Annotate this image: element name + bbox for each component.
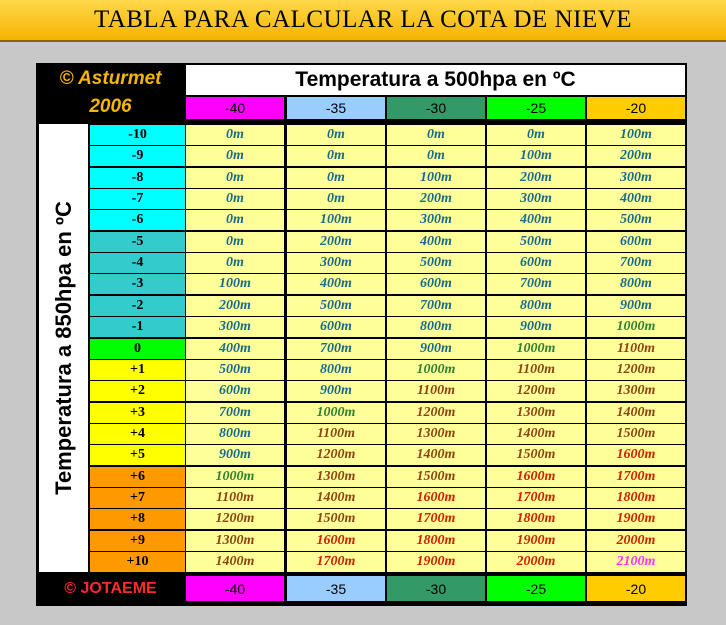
table-cell: 800m bbox=[487, 296, 585, 316]
table-cell: 300m bbox=[587, 168, 685, 188]
row-header-6: -4 bbox=[90, 253, 185, 273]
table-cell: 500m bbox=[186, 360, 284, 380]
table-cell: 900m bbox=[387, 339, 485, 359]
table-cell: 0m bbox=[287, 189, 385, 209]
row-header-10: 0 bbox=[90, 339, 185, 359]
table-cell: 1600m bbox=[487, 467, 585, 487]
table-cell: 0m bbox=[287, 125, 385, 145]
column-foot-2: -30 bbox=[387, 576, 485, 601]
table-cell: 0m bbox=[186, 168, 284, 188]
table-cell: 1300m bbox=[487, 403, 585, 423]
table-cell: 500m bbox=[387, 253, 485, 273]
row-axis-title bbox=[39, 124, 88, 572]
table-cell: 1800m bbox=[487, 509, 585, 529]
table-cell: 1100m bbox=[587, 339, 685, 359]
table-cell: 800m bbox=[287, 360, 385, 380]
table-cell: 1300m bbox=[287, 467, 385, 487]
table-cell: 1200m bbox=[387, 403, 485, 423]
row-header-13: +3 bbox=[90, 403, 185, 423]
table-cell: 400m bbox=[387, 232, 485, 252]
table-cell: 500m bbox=[487, 232, 585, 252]
table-cell: 200m bbox=[387, 189, 485, 209]
column-head-3: -25 bbox=[487, 97, 585, 119]
table-cell: 0m bbox=[287, 168, 385, 188]
table-cell: 1100m bbox=[186, 488, 284, 508]
table-cell: 400m bbox=[287, 274, 385, 294]
table-cell: 1000m bbox=[186, 467, 284, 487]
table-cell: 800m bbox=[387, 317, 485, 337]
table-cell: 400m bbox=[186, 339, 284, 359]
column-foot-0: -40 bbox=[186, 576, 284, 601]
table-cell: 700m bbox=[487, 274, 585, 294]
table-cell: 500m bbox=[287, 296, 385, 316]
table-cell: 1500m bbox=[587, 424, 685, 444]
corner-credit-line1: © Asturmet bbox=[59, 68, 162, 89]
table-cell: 100m bbox=[186, 274, 284, 294]
table-cell: 100m bbox=[487, 146, 585, 166]
table-cell: 1600m bbox=[287, 531, 385, 551]
table-cell: 0m bbox=[387, 125, 485, 145]
table-cell: 900m bbox=[186, 445, 284, 465]
row-header-16: +6 bbox=[90, 467, 185, 487]
table-cell: 800m bbox=[587, 274, 685, 294]
table-cell: 600m bbox=[287, 317, 385, 337]
snow-level-table bbox=[36, 63, 687, 606]
table-cell: 1200m bbox=[487, 381, 585, 401]
table-cell: 1300m bbox=[387, 424, 485, 444]
table-cell: 1100m bbox=[487, 360, 585, 380]
table-cell: 1400m bbox=[487, 424, 585, 444]
table-cell: 600m bbox=[587, 232, 685, 252]
column-head-2: -30 bbox=[387, 97, 485, 119]
table-cell: 1000m bbox=[387, 360, 485, 380]
table-cell: 1800m bbox=[587, 488, 685, 508]
table-cell: 500m bbox=[587, 210, 685, 230]
table-cell: 800m bbox=[186, 424, 284, 444]
table-cell: 1600m bbox=[387, 488, 485, 508]
column-head-0: -40 bbox=[186, 97, 284, 119]
table-cell: 700m bbox=[287, 339, 385, 359]
row-header-9: -1 bbox=[90, 317, 185, 337]
row-header-14: +4 bbox=[90, 424, 185, 444]
table-cell: 1100m bbox=[387, 381, 485, 401]
table-cell: 300m bbox=[186, 317, 284, 337]
corner-credit-line2: 2006 bbox=[89, 96, 132, 117]
column-foot-4: -20 bbox=[587, 576, 685, 601]
table-cell: 1400m bbox=[287, 488, 385, 508]
table-cell: 100m bbox=[587, 125, 685, 145]
column-head-4: -20 bbox=[587, 97, 685, 119]
row-header-0: -10 bbox=[90, 125, 185, 145]
table-cell: 0m bbox=[387, 146, 485, 166]
table-cell: 1400m bbox=[387, 445, 485, 465]
table-cell: 900m bbox=[487, 317, 585, 337]
row-axis-title-text: Temperatura a 850hpa en ºC bbox=[50, 201, 76, 495]
table-cell: 200m bbox=[287, 232, 385, 252]
table-cell: 1900m bbox=[587, 509, 685, 529]
table-cell: 1000m bbox=[587, 317, 685, 337]
row-header-15: +5 bbox=[90, 445, 185, 465]
row-header-8: -2 bbox=[90, 296, 185, 316]
table-cell: 300m bbox=[287, 253, 385, 273]
row-header-4: -6 bbox=[90, 210, 185, 230]
table-cell: 1900m bbox=[487, 531, 585, 551]
table-cell: 700m bbox=[387, 296, 485, 316]
table-cell: 1400m bbox=[587, 403, 685, 423]
table-cell: 200m bbox=[186, 296, 284, 316]
row-header-3: -7 bbox=[90, 189, 185, 209]
table-cell: 1800m bbox=[387, 531, 485, 551]
table-cell: 1200m bbox=[186, 509, 284, 529]
table-cell: 200m bbox=[587, 146, 685, 166]
column-foot-3: -25 bbox=[487, 576, 585, 601]
table-cell: 0m bbox=[186, 253, 284, 273]
table-cell: 1600m bbox=[587, 445, 685, 465]
table-cell: 1100m bbox=[287, 424, 385, 444]
column-head-1: -35 bbox=[287, 97, 385, 119]
row-header-20: +10 bbox=[90, 552, 185, 572]
table-cell: 1500m bbox=[387, 467, 485, 487]
row-header-12: +2 bbox=[90, 381, 185, 401]
table-cell: 600m bbox=[487, 253, 585, 273]
row-header-5: -5 bbox=[90, 232, 185, 252]
table-cell: 1000m bbox=[487, 339, 585, 359]
table-cell: 1300m bbox=[587, 381, 685, 401]
table-cell: 1700m bbox=[487, 488, 585, 508]
row-header-18: +8 bbox=[90, 509, 185, 529]
row-header-2: -8 bbox=[90, 168, 185, 188]
row-header-7: -3 bbox=[90, 274, 185, 294]
row-header-11: +1 bbox=[90, 360, 185, 380]
table-cell: 600m bbox=[186, 381, 284, 401]
table-cell: 0m bbox=[487, 125, 585, 145]
table-cell: 100m bbox=[287, 210, 385, 230]
table-cell: 2100m bbox=[587, 552, 685, 572]
table-cell: 1400m bbox=[186, 552, 284, 572]
table-cell: 1500m bbox=[487, 445, 585, 465]
table-cell: 200m bbox=[487, 168, 585, 188]
table-cell: 2000m bbox=[587, 531, 685, 551]
table-cell: 0m bbox=[186, 146, 284, 166]
table-cell: 1200m bbox=[587, 360, 685, 380]
table-cell: 2000m bbox=[487, 552, 585, 572]
table-cell: 1700m bbox=[287, 552, 385, 572]
table-cell: 0m bbox=[287, 146, 385, 166]
table-cell: 1300m bbox=[186, 531, 284, 551]
table-cell: 100m bbox=[387, 168, 485, 188]
table-cell: 400m bbox=[487, 210, 585, 230]
table-cell: 700m bbox=[186, 403, 284, 423]
row-header-17: +7 bbox=[90, 488, 185, 508]
table-cell: 1200m bbox=[287, 445, 385, 465]
table-cell: 0m bbox=[186, 232, 284, 252]
table-cell: 0m bbox=[186, 210, 284, 230]
corner-credit bbox=[36, 63, 185, 123]
table-cell: 900m bbox=[587, 296, 685, 316]
table-cell: 1500m bbox=[287, 509, 385, 529]
table-cell: 300m bbox=[487, 189, 585, 209]
table-cell: 0m bbox=[186, 189, 284, 209]
table-cell: 1900m bbox=[387, 552, 485, 572]
table-cell: 700m bbox=[587, 253, 685, 273]
column-axis-title: Temperatura a 500hpa en ºC bbox=[186, 65, 685, 95]
table-cell: 1000m bbox=[287, 403, 385, 423]
row-header-1: -9 bbox=[90, 146, 185, 166]
table-cell: 1700m bbox=[587, 467, 685, 487]
table-cell: 600m bbox=[387, 274, 485, 294]
table-cell: 1700m bbox=[387, 509, 485, 529]
row-header-19: +9 bbox=[90, 531, 185, 551]
table-cell: 300m bbox=[387, 210, 485, 230]
table-cell: 900m bbox=[287, 381, 385, 401]
column-foot-1: -35 bbox=[287, 576, 385, 601]
table-cell: 0m bbox=[186, 125, 284, 145]
table-cell: 400m bbox=[587, 189, 685, 209]
page-title: TABLA PARA CALCULAR LA COTA DE NIEVE bbox=[0, 0, 726, 42]
footer-credit: © JOTAEME bbox=[36, 576, 185, 601]
